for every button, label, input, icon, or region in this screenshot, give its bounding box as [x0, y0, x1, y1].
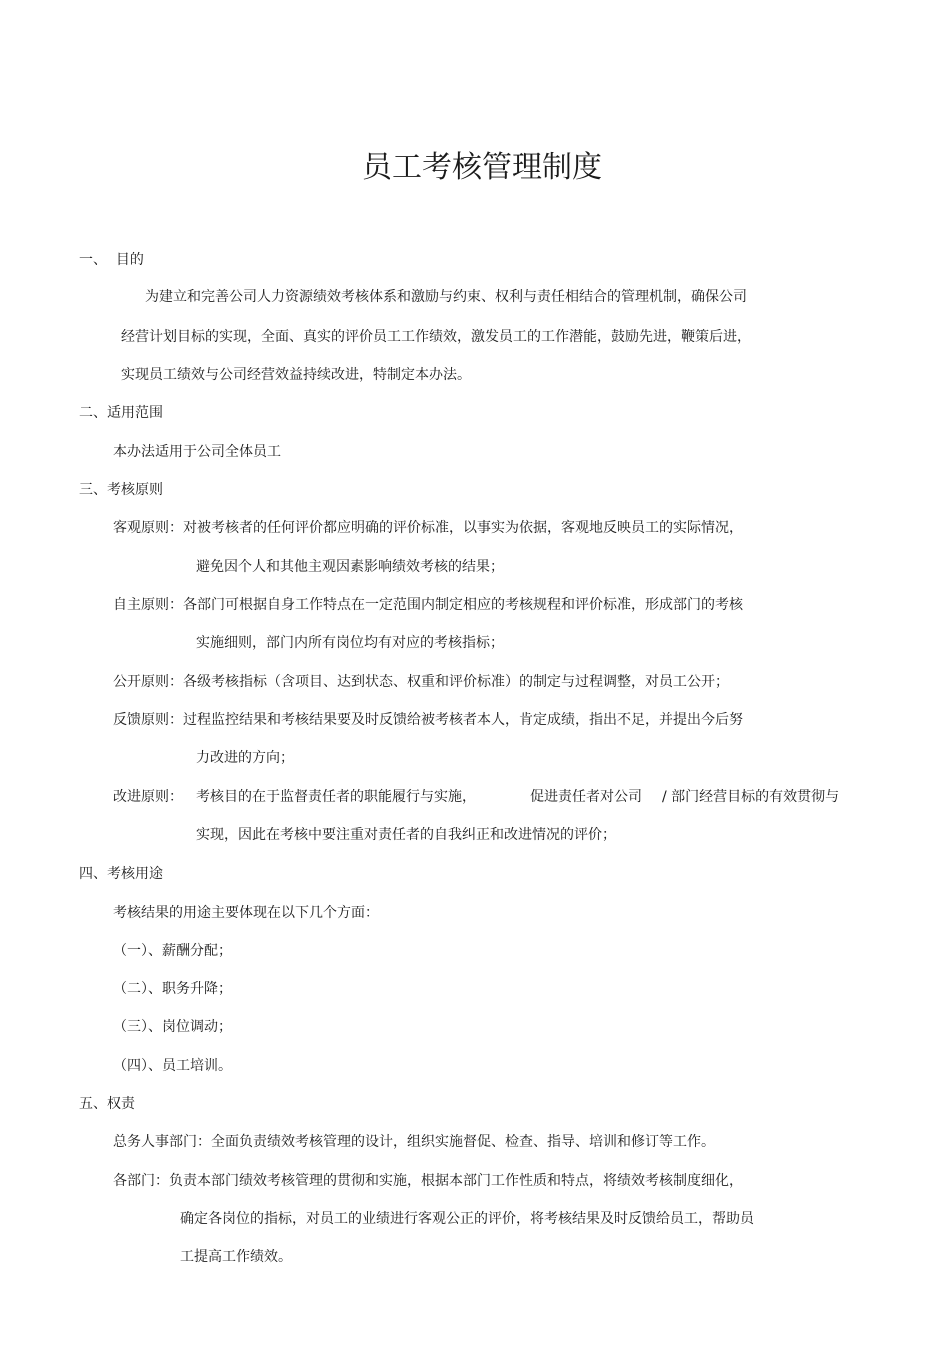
purpose-line-1: 为建立和完善公司人力资源绩效考核体系和激励与约束、权利与责任相结合的管理机制，确保公司	[145, 289, 747, 305]
authority-depts-line-2: 确定各岗位的指标，对员工的业绩进行客观公正的评价，将考核结果及时反馈给员工，帮助员	[180, 1211, 754, 1227]
section-heading-authority: 五、权责	[79, 1096, 135, 1112]
authority-hr-line: 总务人事部门：全面负责绩效考核管理的设计，组织实施督促、检查、指导、培训和修订等工作。	[113, 1134, 715, 1150]
uses-item-2: （二）、职务升降；	[113, 981, 232, 997]
document-title: 员工考核管理制度	[362, 150, 602, 185]
principle-feedback-line-1: 反馈原则：过程监控结果和考核结果要及时反馈给被考核者本人，肯定成绩，指出不足，并提出今后努	[113, 712, 743, 728]
section-heading-uses: 四、考核用途	[79, 866, 163, 882]
principle-feedback-line-2: 力改进的方向；	[196, 750, 294, 766]
principle-improvement-part-1: 考核目的在于监督责任者的职能履行与实施，	[196, 789, 476, 805]
principle-improvement-label: 改进原则：	[113, 789, 183, 805]
principle-improvement-part-3: / 部门经营目标的有效贯彻与	[662, 789, 840, 805]
uses-item-3: （三）、岗位调动；	[113, 1019, 232, 1035]
principle-autonomy-line-2: 实施细则，部门内所有岗位均有对应的考核指标；	[196, 635, 504, 651]
principle-objective-line-1: 客观原则：对被考核者的任何评价都应明确的评价标准，以事实为依据，客观地反映员工的实际情况，	[113, 520, 743, 536]
scope-line-1: 本办法适用于公司全体员工	[113, 444, 281, 460]
principle-objective-line-2: 避免因个人和其他主观因素影响绩效考核的结果；	[196, 559, 504, 575]
section-heading-scope: 二、适用范围	[79, 405, 163, 421]
authority-depts-line-1: 各部门：负责本部门绩效考核管理的贯彻和实施，根据本部门工作性质和特点，将绩效考核制度细化，	[113, 1173, 743, 1189]
principle-improvement-part-2: 促进责任者对公司	[530, 789, 642, 805]
purpose-line-2: 经营计划目标的实现，全面、真实的评价员工工作绩效，激发员工的工作潜能，鼓励先进，鞭策后进，	[121, 329, 751, 345]
purpose-line-3: 实现员工绩效与公司经营效益持续改进，特制定本办法。	[121, 367, 471, 383]
principle-autonomy-line-1: 自主原则：各部门可根据自身工作特点在一定范围内制定相应的考核规程和评价标准，形成部门的考核	[113, 597, 743, 613]
uses-item-4: （四）、员工培训。	[113, 1058, 232, 1074]
uses-intro: 考核结果的用途主要体现在以下几个方面：	[113, 905, 379, 921]
principle-improvement-line-2: 实现，因此在考核中要注重对责任者的自我纠正和改进情况的评价；	[196, 827, 616, 843]
principle-openness-line-1: 公开原则：各级考核指标（含项目、达到状态、权重和评价标准）的制定与过程调整，对员工公开；	[113, 674, 729, 690]
authority-depts-line-3: 工提高工作绩效。	[180, 1249, 292, 1265]
section-heading-purpose: 一、 目的	[79, 252, 144, 268]
uses-item-1: （一）、薪酬分配；	[113, 943, 232, 959]
section-heading-principles: 三、考核原则	[79, 482, 163, 498]
